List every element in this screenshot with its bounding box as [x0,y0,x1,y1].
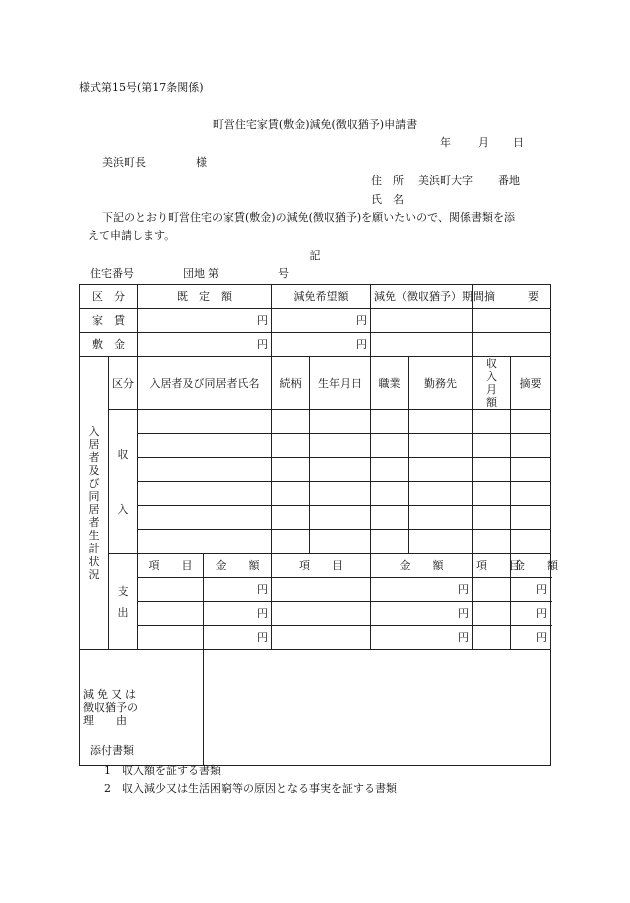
resident-side-label: 入 居 者 及 び 同 居 者 生 計 状 況 [80,357,109,650]
housing-dai: 第 [208,267,219,280]
expense-row: 円 円 円 [80,602,551,626]
date-year: 年 [440,136,451,149]
expense-row: 円 円 円 [80,626,551,650]
address-value: 美浜町大字 [418,174,473,187]
col-relation: 続柄 [272,357,310,410]
col-birthdate: 生年月日 [310,357,371,410]
housing-danchi: 団地 [183,267,205,280]
income-row [80,530,551,554]
addressee-name: 美浜町長 [102,156,146,169]
housing-number-label: 住宅番号 [90,267,134,280]
expense-amount-header-1: 金 額 [204,554,272,578]
date-month: 月 [478,136,489,149]
col-workplace: 勤務先 [409,357,473,410]
address-banchi: 番地 [498,174,520,187]
income-row [80,482,551,506]
expense-header-row [80,554,551,578]
reason-row [80,650,551,766]
header-kikan: 減免（徴収猶予）期間 [371,285,473,309]
expense-item-header-2: 項 目 [272,554,371,578]
income-label: 収 入 [109,410,138,554]
date-day: 日 [513,136,524,149]
income-row [80,410,551,434]
header-kitei: 既 定 額 [138,285,272,309]
row-label-rent: 家 賃 [80,309,138,333]
resident-kubun: 区分 [109,357,138,410]
deposit-kibou-yen: 円 [272,333,371,357]
body-text-line1: 下記のとおり町営住宅の家賃(敷金)の減免(徴収猶予)を願いたいので、関係書類を添 [102,211,515,224]
col-remarks: 摘要 [511,357,551,410]
attachments-heading: 添付書類 [90,744,134,757]
col-resident-name: 入居者及び同居者氏名 [138,357,272,410]
expense-amount-header-3: 金 額 [511,554,551,578]
rent-tekiyo [473,309,551,333]
addressee-honorific: 様 [196,156,207,169]
expense-amount-header-2: 金 額 [371,554,473,578]
deposit-kitei-yen: 円 [138,333,272,357]
application-table [79,284,558,766]
body-text-line2: えて申請します。 [88,229,176,242]
row-label-deposit: 敷 金 [80,333,138,357]
rent-kitei-yen: 円 [138,309,272,333]
resident-header-row [80,357,551,410]
attachment-item-2: 2 収入減少又は生活困窮等の原因となる事実を証する書類 [104,782,397,795]
reason-field [204,650,551,766]
table-row-rent [80,309,551,333]
deposit-tekiyo [473,333,551,357]
col-occupation: 職業 [371,357,409,410]
expense-row: 円 円 円 [80,578,551,602]
income-row [80,434,551,458]
ki-heading: 記 [309,249,321,262]
header-kibou: 減免希望額 [272,285,371,309]
table-row-deposit [80,333,551,357]
housing-go: 号 [278,267,289,280]
rent-kibou-yen: 円 [272,309,371,333]
header-kubun: 区 分 [80,285,138,309]
header-tekiyo: 摘 要 [473,285,551,309]
name-label: 氏 名 [371,193,404,206]
rent-kikan [371,309,473,333]
expense-label: 支 出 [109,554,138,650]
income-row [80,458,551,482]
table-header-row [80,285,551,309]
attachment-item-1: 1 収入額を証する書類 [104,764,221,777]
reason-label: 減免又は 徴収猶予の 理 由 [80,650,204,766]
col-monthly-income: 収入月額 [473,357,511,410]
income-row [80,506,551,530]
expense-item-header-1: 項 目 [138,554,204,578]
expense-item-header-3: 項 目 [473,554,511,578]
deposit-kikan [371,333,473,357]
form-title: 町営住宅家賃(敷金)減免(徴収猶予)申請書 [212,118,418,131]
address-label: 住 所 [371,174,404,187]
form-number: 様式第15号(第17条関係) [79,81,204,94]
